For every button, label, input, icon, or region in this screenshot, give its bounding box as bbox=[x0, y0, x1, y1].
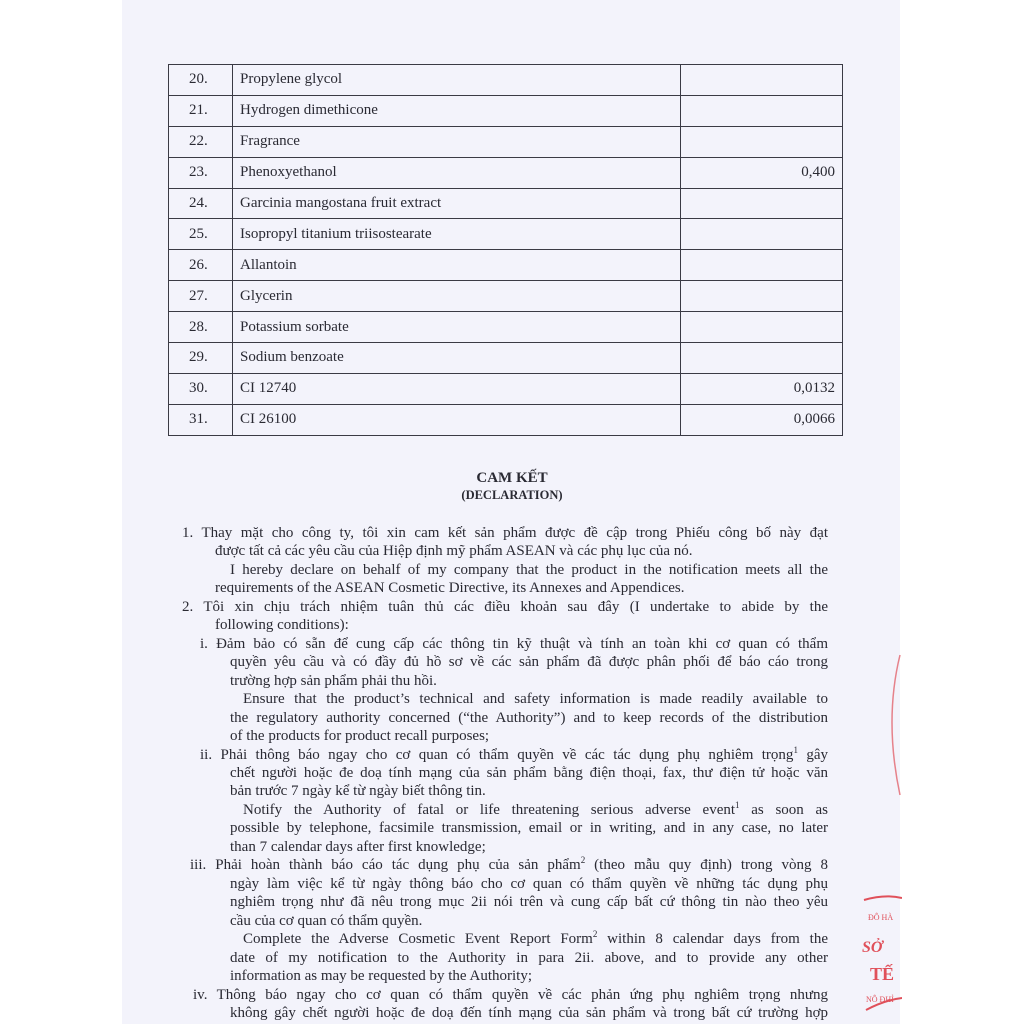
footnote-marker: 2 bbox=[592, 929, 598, 940]
footnote-marker: 1 bbox=[735, 799, 740, 810]
row-number: 30. bbox=[169, 373, 233, 404]
line-text: iii. Phải hoàn thành báo cáo tác dụng phụ của sản phẩm bbox=[190, 857, 581, 874]
table-row bbox=[169, 95, 843, 126]
line-text: requirements of the ASEAN Cosmetic Directive, its Annexes and Appendices. bbox=[215, 580, 685, 597]
declaration-line bbox=[243, 930, 828, 948]
stamp-text: TẾ bbox=[870, 964, 895, 984]
line-text: of the products for product recall purposes; bbox=[230, 728, 490, 745]
ingredient-name: Sodium benzoate bbox=[233, 343, 681, 374]
concentration-value bbox=[681, 95, 843, 126]
line-text: bản trước 7 ngày kể từ ngày biết thông tin. bbox=[230, 783, 486, 800]
declaration-line bbox=[230, 672, 437, 690]
line-text: (theo mẫu quy định) trong vòng 8 bbox=[585, 857, 828, 874]
row-number: 29. bbox=[169, 343, 233, 374]
line-text: quyền yêu cầu và có đầy đủ hồ sơ về các sản phẩm đã được phân phối để báo cáo trong bbox=[230, 654, 828, 671]
declaration-line bbox=[230, 819, 828, 837]
row-number: 31. bbox=[169, 404, 233, 435]
line-text: information as may be requested by the Authority; bbox=[230, 968, 533, 985]
declaration-line bbox=[190, 856, 828, 874]
row-number: 23. bbox=[169, 157, 233, 188]
table-row bbox=[169, 343, 843, 374]
row-number: 27. bbox=[169, 281, 233, 312]
declaration-line bbox=[230, 875, 828, 893]
declaration-line bbox=[230, 709, 828, 727]
ingredient-name: CI 12740 bbox=[233, 373, 681, 404]
line-text: ii. Phải thông báo ngay cho cơ quan có thẩm quyền về các tác dụng phụ nghiêm trọng bbox=[200, 746, 794, 763]
ingredient-name: Potassium sorbate bbox=[233, 312, 681, 343]
stamp-text: ĐÔ HÀ bbox=[868, 913, 894, 922]
stamp-arc bbox=[892, 655, 900, 795]
table-row bbox=[169, 281, 843, 312]
ingredient-name: Glycerin bbox=[233, 281, 681, 312]
ingredient-name: CI 26100 bbox=[233, 404, 681, 435]
red-stamp-lower bbox=[860, 890, 902, 1020]
declaration-line bbox=[243, 690, 828, 708]
table-row bbox=[169, 188, 843, 219]
table-row bbox=[169, 126, 843, 157]
table-row bbox=[169, 404, 843, 435]
declaration-title: CAM KẾT bbox=[476, 470, 548, 486]
declaration-line bbox=[200, 635, 828, 653]
declaration-line bbox=[230, 949, 828, 967]
line-text: as soon as bbox=[739, 801, 829, 818]
line-text: Complete the Adverse Cosmetic Event Report Form bbox=[243, 931, 593, 948]
line-text: nghiêm trọng như đã nêu trong mục 2ii nói trên và cung cấp bất cứ thông tin nào theo yêu bbox=[230, 894, 828, 911]
concentration-value bbox=[681, 250, 843, 281]
table-row bbox=[169, 219, 843, 250]
row-number: 28. bbox=[169, 312, 233, 343]
declaration-line bbox=[243, 801, 828, 819]
line-text: I hereby declare on behalf of my company that the product in the notification meets all the bbox=[230, 561, 828, 578]
declaration-line bbox=[182, 598, 828, 616]
stamp-arc bbox=[864, 896, 902, 900]
line-text: được tất cả các yêu cầu của Hiệp định mỹ phẩm ASEAN và các phụ lục của nó. bbox=[215, 543, 693, 560]
table-row bbox=[169, 312, 843, 343]
row-number: 22. bbox=[169, 126, 233, 157]
declaration-line bbox=[230, 764, 828, 782]
concentration-value bbox=[681, 188, 843, 219]
footnote-marker: 2 bbox=[580, 855, 586, 866]
declaration-line bbox=[230, 782, 486, 800]
declaration-subtitle: (DECLARATION) bbox=[461, 488, 563, 502]
concentration-value bbox=[681, 126, 843, 157]
ingredient-name: Phenoxyethanol bbox=[233, 157, 681, 188]
line-text: Notify the Authority of fatal or life threatening serious adverse event bbox=[243, 801, 736, 818]
ingredients-table bbox=[168, 64, 843, 436]
concentration-value: 0,400 bbox=[681, 157, 843, 188]
line-text: trường hợp sản phẩm phải thu hồi. bbox=[230, 672, 437, 689]
concentration-value bbox=[681, 219, 843, 250]
ingredient-name: Hydrogen dimethicone bbox=[233, 95, 681, 126]
line-text: cầu của cơ quan có thẩm quyền. bbox=[230, 912, 423, 929]
declaration-line bbox=[230, 838, 486, 856]
ingredient-name: Isopropyl titanium triisostearate bbox=[233, 219, 681, 250]
line-text: 2. Tôi xin chịu trách nhiệm tuân thủ các điều khoản sau đây (I undertake to abide by the bbox=[182, 598, 828, 615]
declaration-line bbox=[230, 727, 489, 745]
declaration-line bbox=[230, 653, 828, 671]
declaration-line bbox=[215, 579, 684, 597]
declaration-line bbox=[230, 912, 422, 930]
declaration-line bbox=[215, 542, 693, 560]
declaration-line bbox=[182, 524, 828, 542]
declaration-line bbox=[215, 616, 349, 634]
line-text: chết người hoặc đe doạ tính mạng của sản phẩm bằng điện thoại, fax, thư điện tử hoặc văn bbox=[230, 764, 828, 781]
concentration-value bbox=[681, 343, 843, 374]
table-row bbox=[169, 373, 843, 404]
ingredient-name: Allantoin bbox=[233, 250, 681, 281]
concentration-value: 0,0066 bbox=[681, 404, 843, 435]
row-number: 20. bbox=[169, 65, 233, 96]
declaration-line bbox=[230, 967, 532, 985]
concentration-value bbox=[681, 65, 843, 96]
red-stamp-upper bbox=[880, 650, 902, 800]
line-text: date of my notification to the Authority in para 2ii. above, and to provide any other bbox=[230, 949, 828, 966]
declaration-line bbox=[230, 561, 828, 579]
table-row bbox=[169, 65, 843, 96]
line-text: i. Đảm bảo có sẵn để cung cấp các thông tin kỹ thuật và tính an toàn khi cơ quan có thẩm bbox=[200, 635, 828, 652]
declaration-line bbox=[230, 893, 828, 911]
declaration-line bbox=[200, 746, 828, 764]
line-text: ngày làm việc kể từ ngày thông báo cho cơ quan có thẩm quyền về những tác dụng phụ bbox=[230, 875, 828, 892]
footnote-marker: 1 bbox=[793, 744, 798, 755]
concentration-value bbox=[681, 281, 843, 312]
line-text: iv. Thông báo ngay cho cơ quan có thẩm quyền về các phản ứng phụ nghiêm trọng nhưng bbox=[193, 986, 828, 1003]
line-text: possible by telephone, facsimile transmission, email or in writing, and in any case, no later bbox=[230, 820, 828, 837]
line-text: within 8 calendar days from the bbox=[597, 931, 829, 948]
stamp-text: SỞ bbox=[862, 939, 883, 956]
line-text: Ensure that the product’s technical and safety information is made readily available to bbox=[243, 691, 828, 708]
concentration-value: 0,0132 bbox=[681, 373, 843, 404]
row-number: 26. bbox=[169, 250, 233, 281]
row-number: 24. bbox=[169, 188, 233, 219]
line-text: không gây chết người hoặc đe doạ đến tính mạng của sản phẩm và trong bất cứ trường hợp bbox=[230, 1004, 828, 1021]
row-number: 21. bbox=[169, 95, 233, 126]
ingredient-name: Garcinia mangostana fruit extract bbox=[233, 188, 681, 219]
row-number: 25. bbox=[169, 219, 233, 250]
line-text: 1. Thay mặt cho công ty, tôi xin cam kết sản phẩm được đề cập trong Phiếu công bố này đạt bbox=[182, 525, 828, 541]
line-text: following conditions): bbox=[215, 617, 349, 634]
line-text: than 7 calendar days after first knowledge; bbox=[230, 838, 486, 855]
table-row bbox=[169, 250, 843, 281]
declaration-line bbox=[193, 986, 828, 1004]
declaration-line bbox=[230, 1004, 828, 1022]
ingredient-name: Propylene glycol bbox=[233, 65, 681, 96]
line-text: the regulatory authority concerned (“the Authority”) and to keep records of the distribution bbox=[230, 709, 828, 726]
stamp-text: NÔ ĐHỈ bbox=[866, 995, 894, 1004]
line-text: gây bbox=[797, 746, 828, 763]
ingredient-name: Fragrance bbox=[233, 126, 681, 157]
concentration-value bbox=[681, 312, 843, 343]
table-row bbox=[169, 157, 843, 188]
